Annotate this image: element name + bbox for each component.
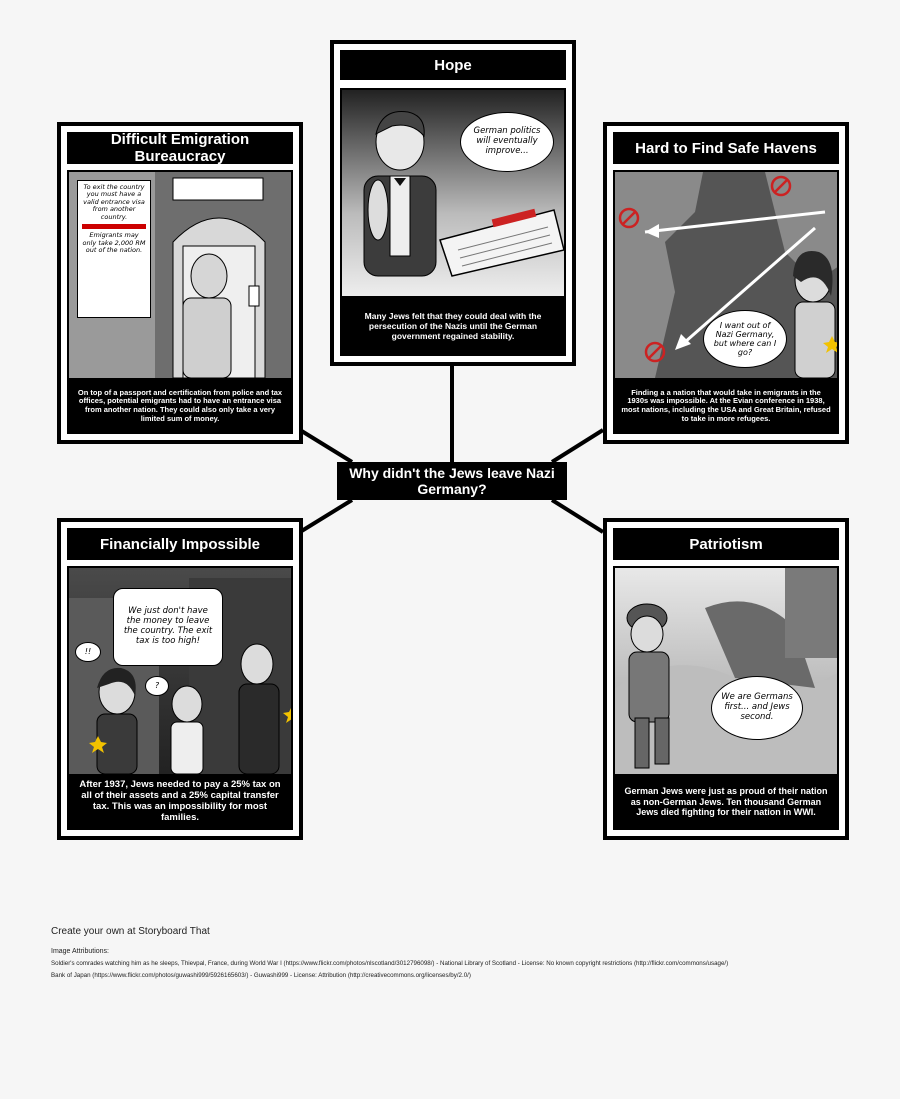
havens-illustration [613,170,839,380]
attribution-1: Soldier's comrades watching him as he sleeps, Thievpal, France, during World War I (https://www.flickr.com/photos/nlscotland/3012796098/) - National Library of Scotland - License: No known copyright restrictions (http://flickr.com/commons/usage/) [51,960,729,967]
financial-illustration [67,566,293,776]
cell-caption: On top of a passport and certification from police and tax offices, potential emigrants had to have an entrance visa from another nation. They could also only take a very limited sum of money. [67,378,293,434]
small-bubble-question: ? [145,676,169,696]
cell-title: Financially Impossible [67,528,293,560]
visa-rules-note [77,180,151,318]
bureaucracy-illustration [67,170,293,380]
note-divider [82,224,146,229]
speech-bubble: I want out of Nazi Germany, but where can I go? [703,310,787,368]
cell-title: Hard to Find Safe Havens [613,132,839,164]
attribution-2: Bank of Japan (https://www.flickr.com/photos/guwashi999/5926165603/) - Guwashi999 - License: Attribution (http://creativecommons.org/licenses/by/2.0/) [51,972,471,979]
central-question: Why didn't the Jews leave Nazi Germany? [337,462,567,500]
cell-caption: Many Jews felt that they could deal with the persecution of the Nazis until the German government regained stability. [340,298,566,356]
cell-caption: German Jews were just as proud of their nation as non-German Jews. Ten thousand German Jews died fighting for their nation in WWI. [613,774,839,830]
newspaper-icon [440,209,564,276]
small-bubble-exclaim: !! [75,642,101,662]
attributions-heading: Image Attributions: [51,948,109,955]
cell-caption: Finding a a nation that would take in emigrants in the 1930s was impossible. At the Evian conference in 1938, most nations, including the USA and Great Britain, refused to take in more refugees. [613,378,839,434]
cell-bureaucracy [57,122,303,444]
connector-bureaucracy [300,430,352,462]
cell-title: Difficult Emigration Bureaucracy [67,132,293,164]
cell-financial [57,518,303,840]
patriotism-illustration [613,566,839,776]
thought-bubble: German politics will eventually improve... [460,112,554,172]
connector-patriotism [552,500,603,532]
note-money-rule: Emigrants may only take 2,000 RM out of the nation. [82,231,146,255]
speech-bubble: We just don't have the money to leave the country. The exit tax is too high! [113,588,223,666]
hope-illustration [340,88,566,298]
cell-patriotism [603,518,849,840]
connector-financial [300,500,352,532]
cell-title: Patriotism [613,528,839,560]
cell-title: Hope [340,50,566,80]
cell-hope [330,40,576,366]
cell-caption: After 1937, Jews needed to pay a 25% tax on all of their assets and a 25% capital transfer tax. This was an impossibility for most families. [67,774,293,830]
speech-bubble: We are Germans first... and Jews second. [711,676,803,740]
note-visa-rule: To exit the country you must have a valid entrance visa from another country. [83,183,145,221]
create-your-own-link[interactable]: Create your own at Storyboard That [51,926,210,937]
connector-havens [552,430,603,462]
soldier-in-trench-illustration [615,568,839,774]
cell-havens [603,122,849,444]
